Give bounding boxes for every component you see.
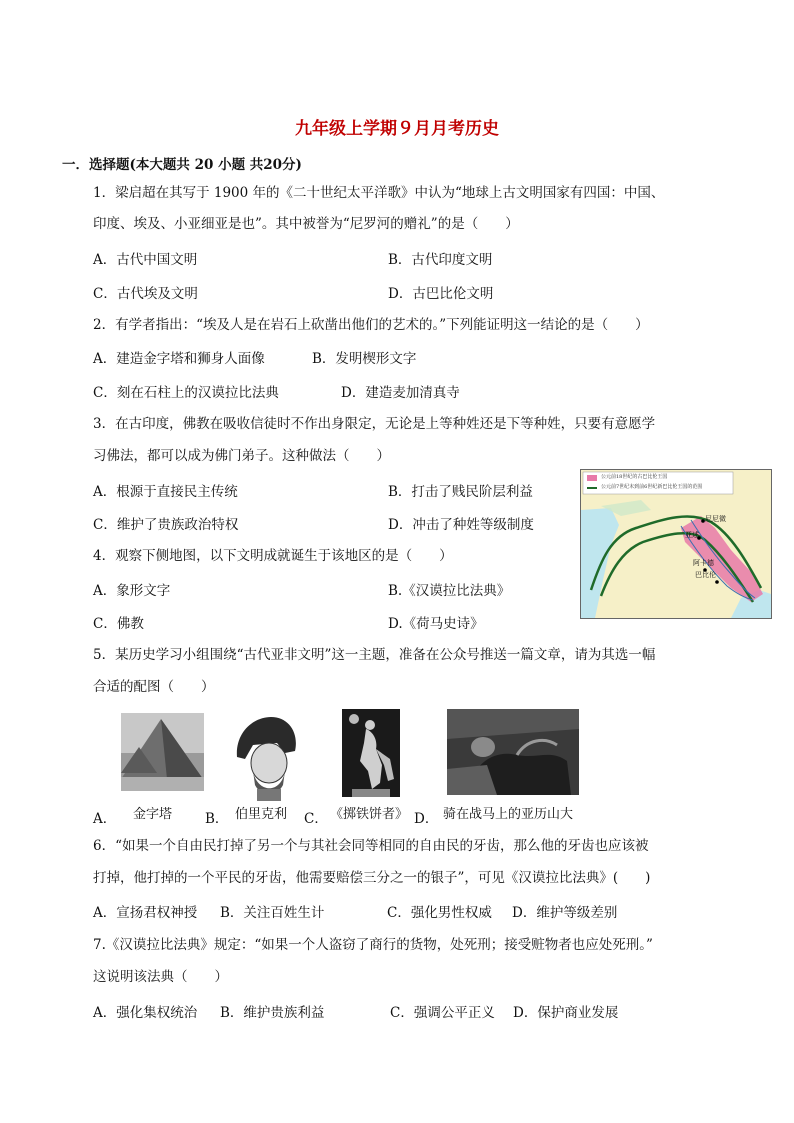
- pyramid-icon: [121, 713, 204, 791]
- question-3-line-2: 习佛法，都可以成为佛门弟子。这种做法（ ）: [93, 448, 390, 464]
- helmet-bust-icon: [227, 713, 303, 801]
- question-7-line-2: 这说明该法典（ ）: [93, 969, 228, 985]
- statue-icon: [342, 709, 400, 797]
- question-3-option-a[interactable]: A．根源于直接民主传统: [93, 484, 238, 500]
- question-5-option-a[interactable]: A．: [93, 811, 117, 827]
- caption-discobolus: 《掷铁饼者》: [330, 807, 409, 822]
- question-6-line-2: 打掉，他打掉的一个平民的牙齿，他需要赔偿三分之一的银子”，可见《汉谟拉比法典》( ): [93, 870, 651, 886]
- question-4-line-1: 4．观察下侧地图，以下文明成就诞生于该地区的是（ ）: [93, 548, 453, 564]
- question-7-option-a[interactable]: A．强化集权统治: [93, 1005, 198, 1021]
- page-title: 九年级上学期９月月考历史: [295, 119, 499, 139]
- discobolus-photo[interactable]: [342, 709, 400, 797]
- caption-pyramid: 金字塔: [133, 807, 173, 822]
- question-1-option-b[interactable]: B．古代印度文明: [388, 252, 493, 268]
- question-5-option-c[interactable]: C．: [304, 811, 328, 827]
- question-7-line-1: 7.《汉谟拉比法典》规定：“如果一个人盗窃了商行的货物，处死刑；接受赃物者也应处死刑。”: [93, 937, 653, 953]
- question-1-option-d[interactable]: D．古巴比伦文明: [388, 286, 494, 302]
- map-legend-1: 公元前18世纪的古巴比伦王国: [601, 474, 668, 480]
- question-2-option-b[interactable]: B．发明楔形文字: [312, 351, 417, 367]
- question-1-option-c[interactable]: C．古代埃及文明: [93, 286, 198, 302]
- question-3-line-1: 3．在古印度，佛教在吸收信徒时不作出身限定，无论是上等种姓还是下等种姓，只要有意愿学: [93, 416, 656, 432]
- alexander-mosaic[interactable]: [447, 709, 579, 795]
- horseman-icon: [447, 709, 579, 795]
- map-label-nineveh: 尼尼微: [705, 515, 726, 523]
- question-4-option-a[interactable]: A．象形文字: [93, 583, 171, 599]
- question-2-line-1: 2．有学者指出：“埃及人是在岩石上砍凿出他们的艺术的。”下列能证明这一结论的是（ ）: [93, 317, 649, 333]
- question-2-option-a[interactable]: A．建造金字塔和狮身人面像: [93, 351, 265, 367]
- question-3-option-c[interactable]: C．维护了贵族政治特权: [93, 517, 239, 533]
- section-heading: 一．选择题(本大题共 20 小题 共20分): [62, 157, 302, 173]
- question-1-line-1: 1．梁启超在其写于 1900 年的《二十世纪太平洋歌》中认为“地球上古文明国家有四国：中国、: [93, 185, 665, 201]
- question-6-option-d[interactable]: D．维护等级差别: [512, 905, 618, 921]
- question-5-option-b[interactable]: B．: [205, 811, 229, 827]
- caption-alexander: 骑在战马上的亚历山大: [443, 807, 574, 822]
- question-6-option-b[interactable]: B．关注百姓生计: [220, 905, 325, 921]
- question-7-option-b[interactable]: B．维护贵族利益: [220, 1005, 325, 1021]
- question-6-option-c[interactable]: C．强化男性权威: [387, 905, 492, 921]
- question-3-option-b[interactable]: B．打击了贱民阶层利益: [388, 484, 533, 500]
- question-3-option-d[interactable]: D．冲击了种姓等级制度: [388, 517, 534, 533]
- pericles-portrait[interactable]: [227, 713, 303, 801]
- question-5-line-1: 5．某历史学习小组围绕“古代亚非文明”这一主题，准备在公众号推送一篇文章，请为其选一幅: [93, 647, 656, 663]
- map-drawing: [581, 470, 771, 618]
- question-6-option-a[interactable]: A．宣扬君权神授: [93, 905, 198, 921]
- pyramid-photo[interactable]: [121, 713, 204, 791]
- map-label-assyria: 亚述: [685, 531, 699, 539]
- question-2-option-c[interactable]: C．刻在石柱上的汉谟拉比法典: [93, 385, 279, 401]
- question-5-option-d[interactable]: D．: [414, 811, 439, 827]
- question-7-option-d[interactable]: D．保护商业发展: [513, 1005, 619, 1021]
- question-1-line-2: 印度、埃及、小亚细亚是也”。其中被誉为“尼罗河的赠礼”的是（ ）: [93, 216, 519, 232]
- question-7-option-c[interactable]: C．强调公平正义: [390, 1005, 495, 1021]
- question-2-option-d[interactable]: D．建造麦加清真寺: [341, 385, 460, 401]
- question-4-option-b[interactable]: B.《汉谟拉比法典》: [388, 583, 511, 599]
- question-1-option-a[interactable]: A．古代中国文明: [93, 252, 198, 268]
- mesopotamia-map: [580, 469, 772, 619]
- map-label-babylon: 巴比伦: [695, 571, 716, 579]
- question-4-option-d[interactable]: D.《荷马史诗》: [388, 616, 484, 632]
- question-5-line-2: 合适的配图（ ）: [93, 679, 215, 695]
- question-4-option-c[interactable]: C．佛教: [93, 616, 144, 632]
- question-6-line-1: 6．“如果一个自由民打掉了另一个与其社会同等相同的自由民的牙齿，那么他的牙齿也应该被: [93, 838, 649, 854]
- map-legend-2: 公元前7世纪末到前6世纪新巴比伦王国的范围: [601, 484, 703, 490]
- caption-pericles: 伯里克利: [235, 807, 288, 822]
- map-label-akkad: 阿卡德: [693, 559, 714, 567]
